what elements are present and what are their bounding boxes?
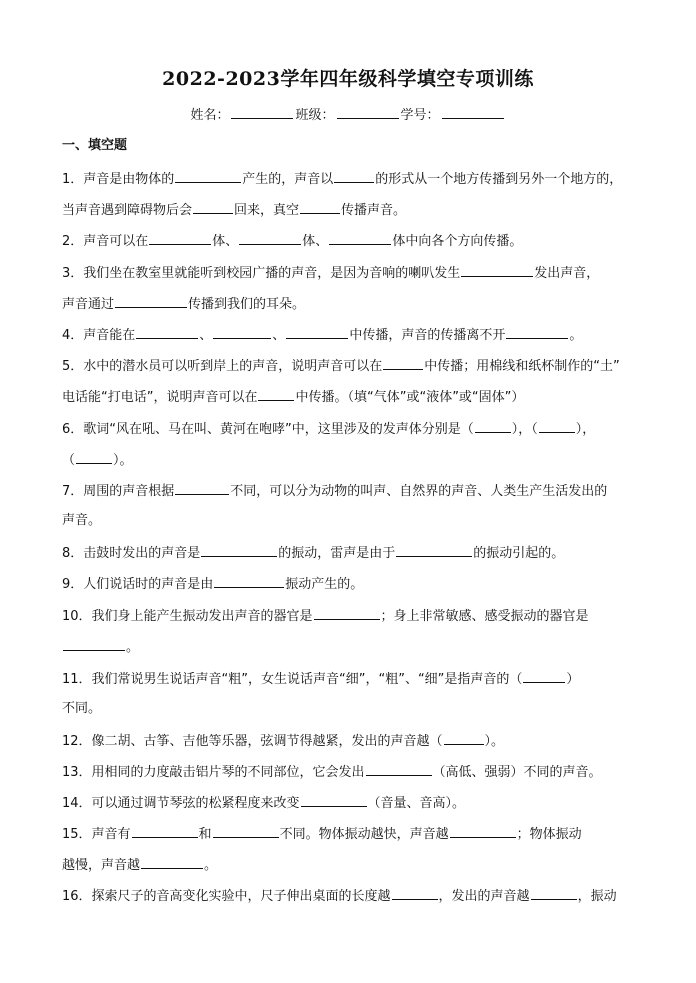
answer-blank[interactable] xyxy=(115,293,187,308)
question-line xyxy=(62,668,662,690)
question-text: 的振动引起的。 xyxy=(473,546,565,561)
question-line xyxy=(62,854,662,876)
question-text: （音量、音高）。 xyxy=(367,796,466,811)
question-line xyxy=(62,573,662,595)
page-title: 2022-2023学年四年级科学填空专项训练 xyxy=(162,68,534,90)
answer-blank[interactable] xyxy=(175,168,241,183)
question-text: 发出声音， xyxy=(534,266,600,281)
question-text: 声音。 xyxy=(62,513,102,528)
answer-blank[interactable] xyxy=(301,792,367,807)
question-line xyxy=(62,199,662,221)
question-text: ）。 xyxy=(484,734,505,749)
question-line xyxy=(62,511,662,531)
question-text: 。 xyxy=(126,640,140,655)
question-text: ）。 xyxy=(113,453,133,468)
question-line xyxy=(62,168,662,190)
question-text: 不同，可以分为动物的叫声、自然界的声音、人类生产生活发出的 xyxy=(230,484,608,499)
question-text: 振动产生的。 xyxy=(285,577,364,592)
answer-blank[interactable] xyxy=(475,418,511,433)
answer-blank[interactable] xyxy=(300,199,340,214)
answer-blank[interactable] xyxy=(461,262,533,277)
question-line xyxy=(62,792,662,814)
section-heading: 一、填空题 xyxy=(62,138,128,153)
question-line xyxy=(62,418,662,440)
question-line xyxy=(62,542,662,564)
question-line xyxy=(62,355,662,377)
question-text: 、 xyxy=(199,328,213,343)
question-text: 5．水中的潜水员可以听到岸上的声音，说明声音可以在 xyxy=(62,359,383,374)
question-line xyxy=(62,324,662,346)
answer-blank[interactable] xyxy=(444,730,484,745)
question-text: ）， xyxy=(575,422,596,437)
question-text: 15．声音有 xyxy=(62,827,131,842)
question-text: 9．人们说话时的声音是由 xyxy=(62,577,214,592)
question-text: （ xyxy=(62,453,76,468)
question-text: 1．声音是由物体的 xyxy=(62,172,175,187)
answer-blank[interactable] xyxy=(132,823,198,838)
question-text: 中传播，声音的传播离不开 xyxy=(349,328,506,343)
answer-blank[interactable] xyxy=(286,324,348,339)
question-text: 电话能“打电话”，说明声音可以在 xyxy=(62,390,258,405)
question-text: ；身上非常敏感、感受振动的器官是 xyxy=(380,609,589,624)
answer-blank[interactable] xyxy=(329,230,391,245)
question-line xyxy=(62,761,662,783)
answer-blank[interactable] xyxy=(366,761,432,776)
answer-blank[interactable] xyxy=(539,418,575,433)
question-line xyxy=(62,262,662,284)
answer-blank[interactable] xyxy=(383,355,423,370)
answer-blank[interactable] xyxy=(314,605,380,620)
question-text: 当声音遇到障碍物后会 xyxy=(62,203,193,218)
question-text: 11．我们常说男生说话声音“粗”，女生说话声音“细”，“粗”、“细”是指声音的（ xyxy=(62,672,523,687)
answer-blank[interactable] xyxy=(141,854,203,869)
question-text: 。 xyxy=(569,328,583,343)
question-line xyxy=(62,480,662,502)
answer-blank[interactable] xyxy=(175,480,229,495)
question-text: 体、 xyxy=(212,234,239,249)
question-text: ） xyxy=(566,672,580,687)
question-text: 不同。 xyxy=(62,701,102,716)
answer-blank[interactable] xyxy=(214,573,284,588)
answer-blank[interactable] xyxy=(201,542,277,557)
answer-blank[interactable] xyxy=(193,199,233,214)
question-text: 的振动，雷声是由于 xyxy=(278,546,396,561)
answer-blank[interactable] xyxy=(239,230,301,245)
question-text: 。 xyxy=(204,858,218,873)
question-text: 2．声音可以在 xyxy=(62,234,149,249)
id-label: 学号： xyxy=(400,108,440,123)
question-text: 的形式从一个地方传播到另外一个地方的， xyxy=(375,172,623,187)
question-text: （高低、强弱）不同的声音。 xyxy=(432,765,602,780)
question-text: 中传播。（填“气体”或“液体”或“固体”） xyxy=(295,390,525,405)
answer-blank[interactable] xyxy=(136,324,198,339)
class-blank[interactable] xyxy=(337,104,399,119)
answer-blank[interactable] xyxy=(76,449,112,464)
question-line xyxy=(62,293,662,315)
question-text: 13．用相同的力度敲击铝片琴的不同部位，它会发出 xyxy=(62,765,365,780)
question-text: 3．我们坐在教室里就能听到校园广播的声音，是因为音响的喇叭发生 xyxy=(62,266,461,281)
answer-blank[interactable] xyxy=(396,542,472,557)
question-text: 传播声音。 xyxy=(341,203,407,218)
question-text: 传播到我们的耳朵。 xyxy=(188,297,306,312)
question-line xyxy=(62,823,662,845)
answer-blank[interactable] xyxy=(392,885,438,900)
question-line xyxy=(62,605,662,627)
question-text: 体、 xyxy=(302,234,329,249)
question-line xyxy=(62,699,662,719)
question-text: 6．歌词“风在吼、马在叫、黄河在咆哮”中，这里涉及的发声体分别是（ xyxy=(62,422,474,437)
question-text: 7．周围的声音根据 xyxy=(62,484,175,499)
question-text: ），（ xyxy=(511,422,538,437)
answer-blank[interactable] xyxy=(63,636,125,651)
question-text: ，振动 xyxy=(577,889,617,904)
answer-blank[interactable] xyxy=(531,885,577,900)
id-blank[interactable] xyxy=(442,104,504,119)
question-text: 、 xyxy=(272,328,286,343)
question-text: 体中向各个方向传播。 xyxy=(392,234,523,249)
question-text: 回来，真空 xyxy=(234,203,300,218)
class-label: 班级： xyxy=(295,108,335,123)
name-label: 姓名： xyxy=(190,108,230,123)
answer-blank[interactable] xyxy=(258,386,294,401)
answer-blank[interactable] xyxy=(149,230,211,245)
answer-blank[interactable] xyxy=(523,668,565,683)
question-text: 不同。物体振动越快，声音越 xyxy=(279,827,449,842)
question-text: 16．探索尺子的音高变化实验中，尺子伸出桌面的长度越 xyxy=(62,889,391,904)
answer-blank[interactable] xyxy=(334,168,374,183)
question-line xyxy=(62,449,662,471)
question-text: 8．击鼓时发出的声音是 xyxy=(62,546,201,561)
question-text: 中传播；用棉线和纸杯制作的“土” xyxy=(424,359,620,374)
question-text: ，发出的声音越 xyxy=(438,889,530,904)
question-line xyxy=(62,636,662,658)
answer-blank[interactable] xyxy=(506,324,568,339)
question-text: 12．像二胡、古筝、吉他等乐器，弦调节得越紧，发出的声音越（ xyxy=(62,734,443,749)
answer-blank[interactable] xyxy=(213,823,279,838)
question-text: 4．声音能在 xyxy=(62,328,136,343)
question-text: 声音通过 xyxy=(62,297,115,312)
question-text: 和 xyxy=(198,827,212,842)
question-text: 越慢，声音越 xyxy=(62,858,141,873)
answer-blank[interactable] xyxy=(213,324,271,339)
question-text: 产生的，声音以 xyxy=(242,172,334,187)
question-line xyxy=(62,386,662,408)
answer-blank[interactable] xyxy=(450,823,516,838)
question-text: 14．可以通过调节琴弦的松紧程度来改变 xyxy=(62,796,300,811)
question-text: ；物体振动 xyxy=(516,827,582,842)
question-line xyxy=(62,230,662,252)
name-blank[interactable] xyxy=(231,104,293,119)
student-info-row xyxy=(0,104,696,126)
question-line xyxy=(62,885,662,907)
question-text: 10．我们身上能产生振动发出声音的器官是 xyxy=(62,609,313,624)
question-line xyxy=(62,730,662,752)
